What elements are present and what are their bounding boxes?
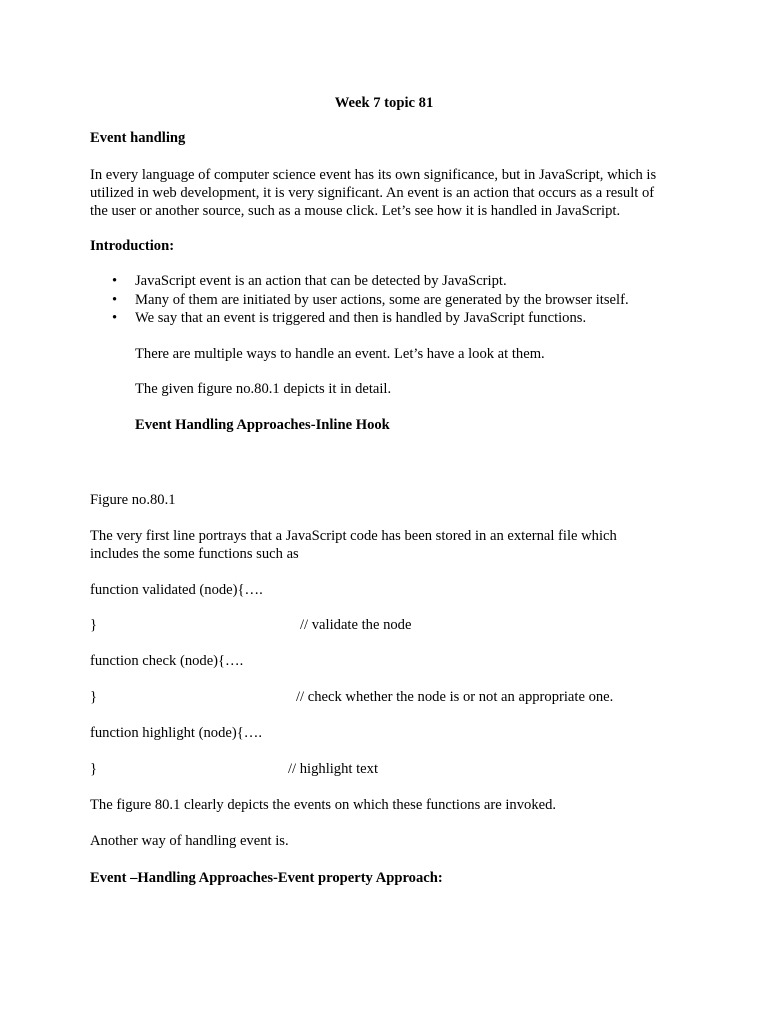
intro-line-1: In every language of computer science event has its own significance, but in JavaScript, which is xyxy=(90,167,657,183)
first-line-paragraph-line-2: includes the some functions such as xyxy=(90,546,299,562)
figure-depicts-text: The figure 80.1 clearly depicts the events on which these functions are invoked. xyxy=(90,797,557,813)
bullet-icon: • xyxy=(112,310,118,326)
event-property-heading: Event –Handling Approaches-Event property Approach: xyxy=(90,870,443,886)
list-item xyxy=(90,291,690,310)
code-function-check: function check (node){…. xyxy=(90,653,244,669)
code-comment-validate: // validate the node xyxy=(300,617,412,633)
inline-hook-heading: Event Handling Approaches-Inline Hook xyxy=(135,417,390,433)
code-closing-brace: } xyxy=(90,761,98,777)
code-closing-brace: } xyxy=(90,617,98,633)
bullet-icon: • xyxy=(112,273,118,289)
list-item xyxy=(90,272,690,291)
section-heading-event-handling: Event handling xyxy=(90,130,186,146)
figure-caption: Figure no.80.1 xyxy=(90,492,176,508)
code-function-validated: function validated (node){…. xyxy=(90,582,263,598)
first-line-paragraph-line-1: The very first line portrays that a JavaScript code has been stored in an external file which xyxy=(90,528,617,544)
bullet-text: We say that an event is triggered and then is handled by JavaScript functions. xyxy=(135,310,587,326)
multiple-ways-text: There are multiple ways to handle an event. Let’s have a look at them. xyxy=(135,346,545,362)
code-closing-brace: } xyxy=(90,689,98,705)
another-way-text: Another way of handling event is. xyxy=(90,833,289,849)
introduction-heading: Introduction: xyxy=(90,238,175,254)
bullet-text: JavaScript event is an action that can be detected by JavaScript. xyxy=(135,273,507,289)
code-function-highlight: function highlight (node){…. xyxy=(90,725,262,741)
page-title: Week 7 topic 81 xyxy=(334,95,434,111)
code-comment-check: // check whether the node is or not an appropriate one. xyxy=(296,689,614,705)
intro-line-2: utilized in web development, it is very significant. An event is an action that occurs as a result of xyxy=(90,185,655,201)
figure-reference-text: The given figure no.80.1 depicts it in detail. xyxy=(135,381,392,397)
code-comment-highlight: // highlight text xyxy=(288,761,378,777)
bullet-text: Many of them are initiated by user actions, some are generated by the browser itself. xyxy=(135,291,629,308)
bullet-icon: • xyxy=(112,291,118,308)
introduction-bullet-list xyxy=(90,272,690,328)
list-item xyxy=(90,309,690,328)
intro-line-3: the user or another source, such as a mouse click. Let’s see how it is handled in JavaScript. xyxy=(90,203,621,219)
